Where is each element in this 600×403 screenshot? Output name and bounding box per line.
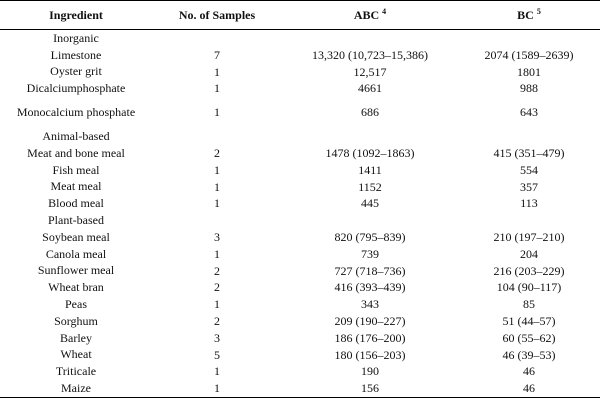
header-abc [282, 1, 458, 30]
cell-abc: 445 [361, 196, 379, 211]
header-ingredient-label: Ingredient [49, 7, 103, 22]
cell-ingredient: Plant-based [48, 213, 104, 228]
table-row [0, 195, 600, 212]
cell-ingredient: Triticale [55, 364, 97, 379]
cell-samples: 1 [214, 246, 220, 261]
table-row [0, 80, 600, 97]
cell-abc: 416 (393–439) [334, 280, 406, 295]
cell-abc: 13,320 (10,723–15,386) [312, 47, 428, 62]
header-abc-footnote: 4 [382, 6, 387, 16]
cell-abc: 190 [361, 364, 379, 379]
cell-bc: 46 [458, 380, 600, 397]
cell-bc: 2074 (1589–2639) [484, 47, 574, 62]
cell-samples: 3 [214, 229, 220, 244]
cell-bc: 216 (203–229) [493, 263, 565, 278]
cell-ingredient: Oyster grit [50, 64, 102, 79]
cell-samples: 1 [214, 81, 220, 96]
cell-abc: 186 (176–200) [334, 330, 406, 345]
cell-abc: 1152 [358, 179, 382, 194]
cell-ingredient: Maize [0, 380, 152, 397]
cell-bc: 357 [520, 179, 538, 194]
cell-ingredient: Meat meal [50, 179, 102, 194]
header-row [0, 1, 600, 30]
cell-samples: 1 [214, 162, 220, 177]
cell-bc: 46 [523, 364, 535, 379]
cell-ingredient: Blood meal [48, 196, 104, 211]
table-row [0, 128, 600, 145]
cell-bc: 1801 [517, 64, 541, 79]
cell-samples: 1 [214, 105, 220, 120]
cell-ingredient: Limestone [50, 47, 102, 62]
cell-ingredient: Sorghum [54, 313, 98, 328]
cell-samples [152, 212, 282, 229]
cell-samples: 1 [214, 196, 220, 211]
cell-bc [458, 128, 600, 145]
cell-bc: 643 [520, 105, 538, 120]
cell-ingredient: Inorganic [53, 30, 99, 45]
cell-samples [152, 30, 282, 47]
cell-bc: 46 (39–53) [502, 347, 556, 362]
cell-bc: 113 [520, 196, 538, 211]
table-row [0, 347, 600, 364]
cell-abc: 820 (795–839) [334, 229, 406, 244]
table-row [0, 380, 600, 397]
cell-abc: 727 (718–736) [334, 263, 406, 278]
cell-bc: 210 (197–210) [493, 229, 565, 244]
cell-bc: 204 [520, 246, 538, 261]
table-row [0, 97, 600, 128]
header-abc-label: ABC [353, 7, 380, 22]
cell-samples: 7 [214, 47, 220, 62]
cell-ingredient: Dicalciumphosphate [26, 81, 126, 96]
cell-bc: 104 (90–117) [496, 280, 562, 295]
cell-abc: 156 [282, 380, 458, 397]
cell-bc: 60 (55–62) [502, 330, 556, 345]
cell-abc: 1411 [358, 162, 382, 177]
table-row [0, 47, 600, 64]
table-row [0, 330, 600, 347]
cell-samples: 1 [152, 380, 282, 397]
table-row [0, 162, 600, 179]
cell-ingredient: Fish meal [52, 162, 100, 177]
cell-ingredient: Soybean meal [42, 229, 110, 244]
cell-abc: 4661 [358, 81, 382, 96]
cell-ingredient: Monocalcium phosphate [16, 105, 136, 120]
table-row [0, 296, 600, 313]
cell-bc [458, 212, 600, 229]
cell-samples: 2 [214, 263, 220, 278]
cell-bc: 51 (44–57) [502, 313, 556, 328]
cell-samples: 1 [214, 179, 220, 194]
cell-ingredient: Sunflower meal [37, 263, 115, 278]
cell-ingredient: Animal-based [42, 129, 110, 144]
cell-samples: 2 [214, 145, 220, 160]
table-body [0, 30, 600, 398]
table-row [0, 145, 600, 162]
cell-ingredient: Canola meal [45, 246, 107, 261]
header-samples [152, 1, 282, 30]
cell-samples [152, 128, 282, 145]
cell-ingredient: Wheat bran [48, 280, 104, 295]
header-ingredient [0, 1, 152, 30]
cell-bc [458, 30, 600, 47]
cell-abc: 686 [361, 105, 379, 120]
cell-abc: 209 (190–227) [334, 313, 406, 328]
cell-samples: 1 [214, 297, 220, 312]
header-samples-label: No. of Samples [178, 7, 256, 22]
cell-abc [282, 212, 458, 229]
cell-bc: 415 (351–479) [493, 145, 565, 160]
cell-bc: 988 [520, 81, 538, 96]
cell-ingredient: Meat and bone meal [27, 145, 125, 160]
table-row [0, 279, 600, 296]
cell-samples: 1 [214, 64, 220, 79]
cell-samples: 5 [214, 347, 220, 362]
table-row [0, 179, 600, 196]
cell-abc: 739 [361, 246, 379, 261]
cell-abc [282, 30, 458, 47]
cell-bc: 85 [523, 297, 535, 312]
table-row [0, 363, 600, 380]
table-row [0, 263, 600, 280]
cell-ingredient: Peas [65, 297, 87, 312]
cell-abc: 1478 (1092–1863) [325, 145, 415, 160]
header-bc-footnote: 5 [536, 6, 541, 16]
cell-bc: 554 [520, 162, 538, 177]
cell-abc [282, 128, 458, 145]
table-row [0, 229, 600, 246]
cell-samples: 2 [214, 280, 220, 295]
cell-samples: 1 [214, 364, 220, 379]
table-row [0, 212, 600, 229]
cell-samples: 2 [214, 313, 220, 328]
header-bc [458, 1, 600, 30]
header-bc-label: BC [517, 7, 534, 22]
cell-abc: 180 (156–203) [334, 347, 406, 362]
cell-samples: 3 [214, 330, 220, 345]
table-row [0, 246, 600, 263]
table-row [0, 64, 600, 81]
table-row [0, 30, 600, 47]
cell-abc: 343 [361, 297, 379, 312]
table-header [0, 1, 600, 30]
cell-abc: 12,517 [353, 64, 387, 79]
table-row [0, 313, 600, 330]
cell-ingredient: Barley [60, 330, 92, 345]
cell-ingredient: Wheat [60, 347, 92, 362]
